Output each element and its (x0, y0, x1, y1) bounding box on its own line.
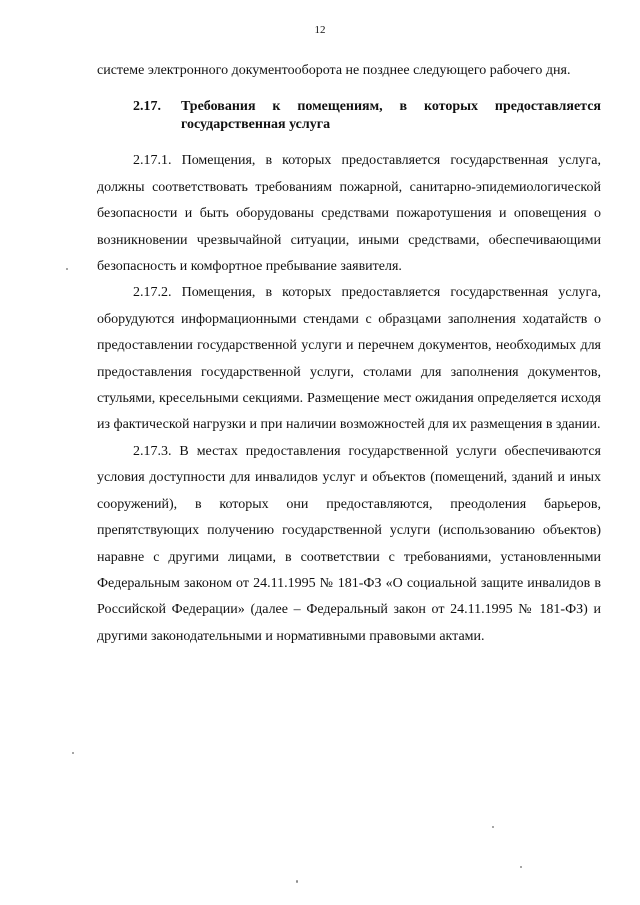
continuation-paragraph: системе электронного документооборота не позднее следующего рабочего дня. (97, 63, 571, 78)
document-body (97, 58, 601, 650)
scan-speck (72, 752, 74, 754)
paragraph-2-17-2: 2.17.2. Помещения, в которых предоставляется государственная услуга, оборудуются информационными стендами с образцами заполнения ходатайств о предоставлении государственной услуги и перечнем документов, необходимых для предоставления государственной услуги, столами для заполнения документов, стульями, кресельными секциями. Размещение мест ожидания определяется исходя из фактической нагрузки и при наличии возможностей для их размещения в здании. (97, 285, 601, 433)
scan-speck (492, 826, 494, 828)
section-number: 2.17. (133, 99, 161, 115)
scan-speck (520, 866, 522, 868)
page-number: 12 (314, 24, 326, 36)
paragraph-2-17-1: 2.17.1. Помещения, в которых предоставляется государственная услуга, должны соответствовать требованиям пожарной, санитарно-эпидемиологической безопасности и быть оборудованы средствами пожаротушения и оповещения о возникновении чрезвычайной ситуации, иными средствами, обеспечивающими безопасность и комфортное пребывание заявителя. (97, 153, 601, 275)
scan-speck (66, 268, 68, 270)
section-heading (133, 98, 601, 134)
scan-speck (296, 880, 298, 883)
paragraph-2-17-3: 2.17.3. В местах предоставления государственной услуги обеспечиваются условия доступности для инвалидов услуг и объектов (помещений, зданий и иных сооружений), в которых они предоставляются, преодоления барьеров, препятствующих получению государственной услуги (использованию объектов) наравне с другими лицами, в соответствии с требованиями, установленными Федеральным законом от 24.11.1995 № 181-ФЗ «О социальной защите инвалидов в Российской Федерации» (далее – Федеральный закон от 24.11.1995 № 181-ФЗ) и другими законодательными и нормативными правовыми актами. (97, 443, 601, 644)
section-title: Требования к помещениям, в которых предоставляется государственная услуга (181, 99, 601, 133)
